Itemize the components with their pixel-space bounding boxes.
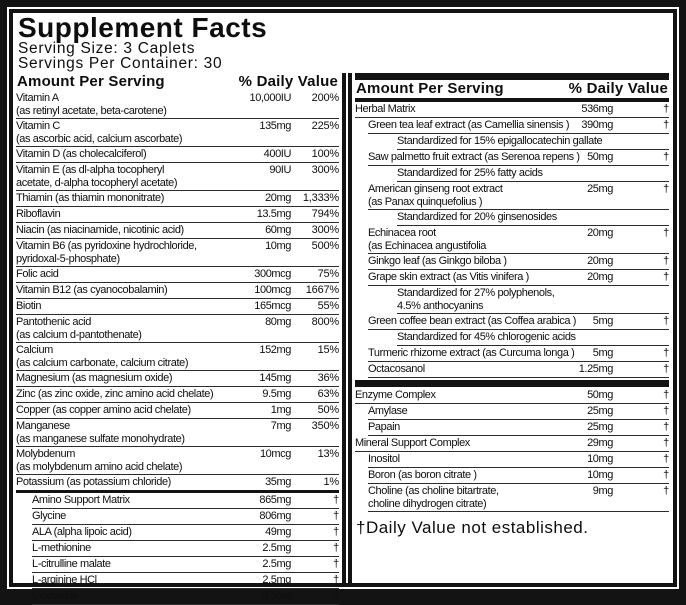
nutrient-name-detail: pyridoxal-5-phosphate) <box>16 253 120 265</box>
nutrient-row <box>32 573 339 589</box>
nutrient-name: Green tea leaf extract (as Camellia sinensis ) <box>368 119 570 131</box>
nutrient-row <box>16 91 339 119</box>
nutrient-daily-value: † <box>663 119 669 131</box>
nutrient-daily-value: 1667% <box>305 284 339 296</box>
nutrient-name-detail: (as ascorbic acid, calcium ascorbate) <box>16 133 183 145</box>
nutrient-row <box>32 589 339 605</box>
nutrient-daily-value: 63% <box>317 388 339 400</box>
nutrient-daily-value: † <box>333 590 339 602</box>
daily-value-header: % Daily Value <box>568 80 668 97</box>
servings-per-container-line: Servings Per Container: 30 <box>18 54 223 72</box>
amount-per-serving-header: Amount Per Serving <box>356 80 504 97</box>
nutrient-row <box>368 150 669 166</box>
nutrient-name: Echinacea root <box>368 227 436 239</box>
nutrient-row <box>16 387 339 403</box>
nutrient-daily-value: † <box>663 437 669 449</box>
nutrient-row <box>397 210 669 226</box>
nutrient-amount: 536mg <box>581 103 613 115</box>
nutrient-amount: 10mg <box>265 240 291 252</box>
nutrient-rows-left <box>16 91 339 605</box>
nutrient-amount: 25mg <box>587 421 613 433</box>
nutrient-daily-value: 13% <box>317 448 339 460</box>
nutrient-name: Vitamin C <box>16 120 60 132</box>
nutrient-name: Vitamin B6 (as pyridoxine hydrochloride, <box>16 240 197 252</box>
nutrient-name: Zinc (as zinc oxide, zinc amino acid chelate) <box>16 388 214 400</box>
nutrient-daily-value: † <box>333 558 339 570</box>
nutrient-name: Standardized for 45% chlorogenic acids <box>397 331 576 343</box>
nutrient-name: Molybdenum <box>16 448 75 460</box>
nutrient-row <box>16 207 339 223</box>
nutrient-row <box>368 420 669 436</box>
nutrient-name: Green coffee bean extract (as Coffea arabica ) <box>368 315 577 327</box>
label-frame <box>9 9 677 602</box>
nutrient-amount: 1mg <box>270 404 291 416</box>
nutrient-name: Amino Support Matrix <box>32 494 130 506</box>
nutrient-name-detail: (as Panax quinquefolius ) <box>368 196 483 208</box>
nutrient-row <box>368 118 669 134</box>
nutrient-amount: 29mg <box>587 437 613 449</box>
nutrient-row <box>368 314 669 330</box>
nutrient-row <box>368 346 669 362</box>
nutrient-name: Glycine <box>32 510 66 522</box>
nutrient-daily-value: † <box>663 405 669 417</box>
nutrient-row <box>368 362 669 378</box>
nutrient-name: L-citrulline malate <box>32 558 111 570</box>
nutrient-daily-value: 50% <box>317 404 339 416</box>
nutrient-daily-value: † <box>663 363 669 375</box>
nutrient-name: Mineral Support Complex <box>355 437 470 449</box>
nutrient-amount: 5mg <box>592 347 613 359</box>
nutrient-amount: 1.25mg <box>578 363 613 375</box>
nutrient-amount: 300mcg <box>254 268 291 280</box>
nutrient-daily-value: † <box>333 526 339 538</box>
column-header-left <box>16 73 339 91</box>
nutrient-amount: 865mg <box>259 494 291 506</box>
nutrient-amount: 9.5mg <box>262 388 291 400</box>
nutrient-daily-value: † <box>663 469 669 481</box>
nutrient-name-detail: acetate, d-alpha tocopheryl acetate) <box>16 177 178 189</box>
nutrient-columns <box>13 73 673 602</box>
nutrient-name: L-arginine HCl <box>32 574 97 586</box>
nutrient-amount: 135mg <box>259 120 291 132</box>
nutrient-amount: 2.5mg <box>262 574 291 586</box>
nutrient-row <box>16 315 339 343</box>
nutrient-row <box>16 447 339 475</box>
nutrient-name: Standardized for 15% epigallocatechin gallate <box>397 135 603 147</box>
nutrient-amount: 25mg <box>587 405 613 417</box>
nutrient-daily-value: † <box>663 103 669 115</box>
nutrient-amount: 9mg <box>592 485 613 497</box>
nutrient-name: ALA (alpha lipoic acid) <box>32 526 132 538</box>
serving-size-line: Serving Size: 3 Caplets <box>18 40 196 57</box>
nutrient-amount: 806mg <box>259 510 291 522</box>
nutrient-amount: 10mg <box>587 453 613 465</box>
nutrient-name: Manganese <box>16 420 70 432</box>
section-divider-bar <box>355 380 669 387</box>
nutrient-name-detail: choline dihydrogen citrate) <box>368 498 487 510</box>
label-header <box>13 13 673 70</box>
nutrient-name: Choline (as choline bitartrate, <box>368 485 499 497</box>
nutrient-amount: 390mg <box>581 119 613 131</box>
label-background <box>7 7 679 602</box>
nutrient-name: Amylase <box>368 405 408 417</box>
nutrient-amount: 10mg <box>587 469 613 481</box>
nutrient-daily-value: 225% <box>311 120 339 132</box>
nutrient-table-right <box>352 73 673 583</box>
nutrient-row <box>368 254 669 270</box>
nutrient-amount: 49mg <box>265 526 291 538</box>
nutrient-name-detail: (as Echinacea angustifolia <box>368 240 487 252</box>
nutrient-daily-value: 300% <box>311 164 339 176</box>
nutrient-daily-value: † <box>663 315 669 327</box>
nutrient-row <box>16 403 339 419</box>
nutrient-amount: 90IU <box>269 164 291 176</box>
nutrient-name: Calcium <box>16 344 53 356</box>
nutrient-row <box>32 557 339 573</box>
nutrient-daily-value: † <box>663 151 669 163</box>
nutrient-name: Grape skin extract (as Vitis vinifera ) <box>368 271 529 283</box>
nutrient-daily-value: 1,333% <box>302 192 339 204</box>
nutrient-amount: 400IU <box>263 148 291 160</box>
nutrient-row <box>368 270 669 286</box>
nutrient-daily-value: † <box>663 227 669 239</box>
daily-value-footnote: †Daily Value not established. <box>356 518 589 537</box>
nutrient-row <box>355 102 669 118</box>
nutrient-daily-value: † <box>333 510 339 522</box>
nutrient-row <box>397 286 669 314</box>
nutrient-row <box>397 166 669 182</box>
nutrient-daily-value: † <box>663 347 669 359</box>
nutrient-row <box>16 223 339 239</box>
nutrient-daily-value: † <box>663 453 669 465</box>
nutrient-daily-value: 15% <box>317 344 339 356</box>
nutrient-row <box>368 404 669 420</box>
nutrient-name: American ginseng root extract <box>368 183 503 195</box>
nutrient-daily-value: 36% <box>317 372 339 384</box>
nutrient-amount: 50mg <box>587 389 613 401</box>
nutrient-amount: 165mcg <box>254 300 291 312</box>
nutrient-name: Standardized for 25% fatty acids <box>397 167 543 179</box>
nutrient-name: Pantothenic acid <box>16 316 91 328</box>
nutrient-amount: 80mg <box>265 316 291 328</box>
nutrient-name-detail: 4.5% anthocyanins <box>397 300 484 312</box>
nutrient-row <box>16 191 339 207</box>
nutrient-name: Saw palmetto fruit extract (as Serenoa repens ) <box>368 151 580 163</box>
nutrient-amount: 145mg <box>259 372 291 384</box>
column-header-right <box>355 80 669 98</box>
nutrient-amount: 60mg <box>265 224 291 236</box>
nutrient-rows-right <box>355 102 669 512</box>
nutrient-row <box>16 119 339 147</box>
nutrient-row <box>368 452 669 468</box>
nutrient-daily-value: 300% <box>311 224 339 236</box>
nutrient-row <box>16 283 339 299</box>
nutrient-row <box>397 134 669 150</box>
nutrient-daily-value: † <box>333 542 339 554</box>
nutrient-amount: 25mg <box>587 183 613 195</box>
nutrient-name: Thiamin (as thiamin mononitrate) <box>16 192 164 204</box>
nutrient-name: Vitamin E (as dl-alpha tocopheryl <box>16 164 165 176</box>
daily-value-header: % Daily Value <box>238 73 338 90</box>
nutrient-daily-value: 100% <box>311 148 339 160</box>
nutrient-amount: 35mg <box>265 476 291 488</box>
nutrient-row <box>368 468 669 484</box>
nutrient-row <box>32 525 339 541</box>
nutrient-daily-value: † <box>663 485 669 497</box>
nutrient-name: L-methionine <box>32 542 91 554</box>
nutrient-amount: 5mg <box>592 315 613 327</box>
nutrient-row <box>16 419 339 447</box>
nutrient-name: Standardized for 27% polyphenols, <box>397 287 555 299</box>
nutrient-daily-value: † <box>333 574 339 586</box>
nutrient-name: Ginkgo leaf (as Ginkgo biloba ) <box>368 255 507 267</box>
nutrient-name: Papain <box>368 421 400 433</box>
nutrient-amount: 20mg <box>587 271 613 283</box>
nutrient-amount: 2.5mg <box>262 542 291 554</box>
nutrient-row <box>368 226 669 254</box>
nutrient-name: Niacin (as niacinamide, nicotinic acid) <box>16 224 184 236</box>
nutrient-amount: 50mg <box>587 151 613 163</box>
nutrient-row <box>368 182 669 210</box>
nutrient-row <box>16 239 339 267</box>
nutrient-daily-value: † <box>663 421 669 433</box>
nutrient-name-detail: (as molybdenum amino acid chelate) <box>16 461 183 473</box>
nutrient-daily-value: 800% <box>311 316 339 328</box>
nutrient-row <box>16 475 339 493</box>
nutrient-daily-value: 794% <box>311 208 339 220</box>
nutrient-row <box>368 484 669 512</box>
nutrient-row <box>32 493 339 509</box>
nutrient-name: L-cysteine <box>32 590 79 602</box>
header-rule-top <box>355 73 669 80</box>
nutrient-row <box>16 371 339 387</box>
nutrient-amount: 2.5mg <box>262 590 291 602</box>
nutrient-name-detail: (as calcium d-pantothenate) <box>16 329 142 341</box>
nutrient-row <box>355 436 669 452</box>
nutrient-amount: 13.5mg <box>256 208 291 220</box>
nutrient-row <box>16 163 339 191</box>
nutrient-daily-value: 200% <box>311 92 339 104</box>
nutrient-name: Enzyme Complex <box>355 389 436 401</box>
nutrient-row <box>32 509 339 525</box>
nutrient-name: Vitamin B12 (as cyanocobalamin) <box>16 284 168 296</box>
nutrient-daily-value: 500% <box>311 240 339 252</box>
nutrient-daily-value: 350% <box>311 420 339 432</box>
nutrient-amount: 7mg <box>270 420 291 432</box>
nutrient-row <box>32 541 339 557</box>
nutrient-amount: 152mg <box>259 344 291 356</box>
nutrient-amount: 100mcg <box>254 284 291 296</box>
nutrient-row <box>16 147 339 163</box>
nutrient-amount: 20mg <box>587 255 613 267</box>
nutrient-name: Vitamin D (as cholecalciferol) <box>16 148 147 160</box>
nutrient-name-detail: (as manganese sulfate monohydrate) <box>16 433 185 445</box>
nutrient-daily-value: † <box>663 183 669 195</box>
nutrient-name: Turmeric rhizome extract (as Curcuma longa ) <box>368 347 575 359</box>
nutrient-name: Magnesium (as magnesium oxide) <box>16 372 173 384</box>
nutrient-name: Octacosanol <box>368 363 425 375</box>
nutrient-row <box>16 267 339 283</box>
nutrient-row <box>355 388 669 404</box>
nutrient-name: Vitamin A <box>16 92 59 104</box>
nutrient-daily-value: 1% <box>323 476 339 488</box>
nutrient-amount: 10mcg <box>259 448 291 460</box>
nutrient-row <box>16 343 339 371</box>
amount-per-serving-header: Amount Per Serving <box>17 73 165 90</box>
nutrient-name: Copper (as copper amino acid chelate) <box>16 404 191 416</box>
nutrient-amount: 20mg <box>587 227 613 239</box>
nutrient-name: Potassium (as potassium chloride) <box>16 476 171 488</box>
nutrient-name: Riboflavin <box>16 208 61 220</box>
nutrient-name-detail: (as retinyl acetate, beta-carotene) <box>16 105 167 117</box>
nutrient-daily-value: † <box>663 389 669 401</box>
nutrient-row <box>16 299 339 315</box>
nutrient-daily-value: † <box>663 255 669 267</box>
nutrient-daily-value: 55% <box>317 300 339 312</box>
nutrient-daily-value: † <box>333 494 339 506</box>
nutrient-daily-value: 75% <box>317 268 339 280</box>
nutrient-amount: 20mg <box>265 192 291 204</box>
column-divider <box>342 73 352 583</box>
nutrient-name: Folic acid <box>16 268 59 280</box>
nutrient-row <box>397 330 669 346</box>
nutrient-name-detail: (as calcium carbonate, calcium citrate) <box>16 357 189 369</box>
nutrient-amount: 10,000IU <box>249 92 291 104</box>
nutrient-table-left <box>13 73 342 602</box>
nutrient-name: Biotin <box>16 300 42 312</box>
nutrient-name: Boron (as boron citrate ) <box>368 469 477 481</box>
nutrient-name: Standardized for 20% ginsenosides <box>397 211 557 223</box>
nutrient-name: Inositol <box>368 453 400 465</box>
nutrient-amount: 2.5mg <box>262 558 291 570</box>
nutrient-name: Herbal Matrix <box>355 103 416 115</box>
nutrient-daily-value: † <box>663 271 669 283</box>
supplement-facts-title: Supplement Facts <box>18 12 268 43</box>
